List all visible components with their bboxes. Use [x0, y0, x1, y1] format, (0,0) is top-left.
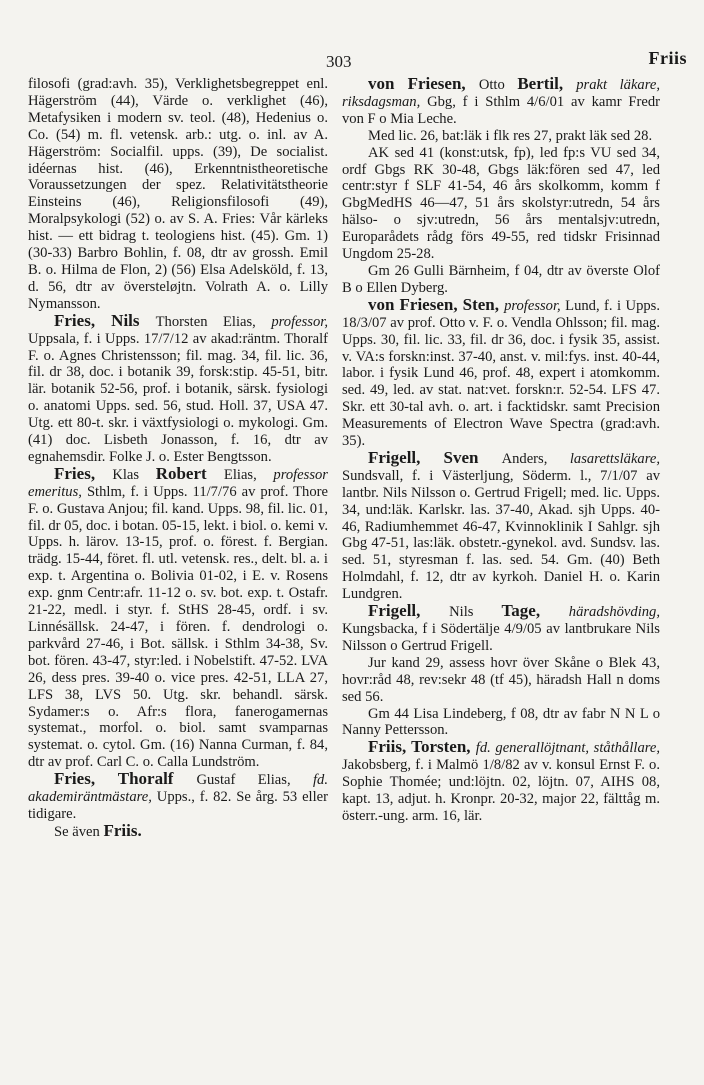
entry-title: lasarettsläkare,: [569, 450, 660, 467]
right-column: [342, 76, 660, 825]
entry-surname: Frigell,: [368, 601, 450, 621]
biography-entry: [28, 310, 328, 466]
entry-text: filosofi (grad:avh. 35), Verklighetsbegreppet enl. Hägerström (44), Värde o. verklighet (46), Metafysiken i modern sv. teol. (48), Hedenius o. Co. (54) m. fl. vetensk. arb.: utg. o. inl. av A. Hägerström: Socialfil. upps. (39), De socialist. idéernas hist. (46), Erkenntnistheoretische Voraussetzungen der spez. Relativitätstheorie Einsteins (46), Religionsfilosofi (49), Moralpsykologi (52) o. av S. A. Fries: Vår kärleks hist. — ett bidrag t. teologiens hist. (45). Gm. 1) (30-33) Barbro Bohlin, f. 08, dtr av grossh. Emil B. o. Hilma de Flon, 2) (56) Elsa Adelsköld, f. 13, d. 56, dtr av översteløjtn. Volrath A. o. Lilly Nymansson.: [28, 76, 328, 312]
entry-text: Gm 26 Gulli Bärnheim, f 04, dtr av överste Olof B o Ellen Dyberg.: [342, 262, 660, 296]
biography-entry: [342, 603, 660, 739]
running-head: Friis: [648, 48, 687, 68]
entry-text: Upps., f. 82. Se årg. 53 eller tidigare.: [28, 789, 329, 822]
biography-entry: [342, 76, 660, 297]
entry-title: professor emeritus,: [28, 466, 328, 500]
entry-paragraph: [342, 447, 660, 603]
entry-call-name: Sten,: [462, 294, 505, 314]
entry-text: Sthlm, f. i Upps. 11/7/76 av prof. Thore F. o. Gustava Anjou; fil. kand. Upps. 98, fil. lic. 01, fil. dr 05, doc. i botan. 05-15, lekt. i biol. o. kemi v. Upps. h. lärov. 13-15, prof. o. förest. f. Bergian. trädg. 15-44, föret. fl. utl. vetensk. res., delt. bl. a. i exp. t. Argentina o. Bolivia 01-02, i E. v. Rosens exp. gnm Centr:afr. 11-12 o. sv. bot. exp. t. Ostafr. 21-22, medl. i styr. f. StHS 28-45, ordf. i sv. Linnésällsk. 24-47, i fören. f. dendrologi o. parkvård 27-46, i Bot. sällsk. i Sthlm 34-38, Sv. bot. fören. 43-47, styr:led. i Nobelstift. 47-52. LVA 26, dess pres. 39-40 o. vice pres. 42-51, LLA 27, LFS 38, LVS 50. Utg. skr. behandl. särsk. Sydamer:s o. Afr:s flora, fanerogamernas systemat., morfol. o. biol. samt svamparnas systemat. o. cytol. Gm. (16) Nanna Curman, f. 84, dtr av prof. Carl C. o. Calla Lundström.: [28, 483, 329, 771]
entry-title: fd. akademiräntmästare,: [28, 772, 328, 806]
entry-paragraph: [28, 76, 328, 313]
see-also-label: Se även: [54, 823, 104, 840]
entry-call-name: Nils: [111, 310, 156, 330]
entry-paragraph: [28, 463, 329, 771]
entry-surname: Fries,: [54, 310, 112, 330]
entry-paragraph: [342, 128, 660, 145]
left-column: [28, 76, 328, 841]
entry-paragraph: [342, 655, 660, 706]
entry-paragraph: [342, 263, 660, 297]
entry-call-name: Robert: [155, 463, 224, 483]
biography-entry: [28, 820, 328, 841]
page-number: 303: [326, 52, 352, 71]
entry-title: professor,: [271, 313, 328, 330]
entry-surname: von Friesen,: [368, 74, 479, 93]
biography-entry: [28, 771, 328, 823]
biography-entry: [342, 447, 660, 603]
entry-paragraph: [342, 706, 660, 740]
entry-given-names: Otto: [478, 77, 518, 93]
entry-paragraph: [342, 76, 660, 128]
entry-paragraph: [342, 145, 660, 263]
entry-text: Jakobsberg, f. i Malmö 1/8/82 av v. konsul Ernst F. o. Sophie Thomée; und:löjtn. 02, löjtn. 07, AIHS 08, kapt. 13, adjut. h. Kronpr. 20-32, major 22, fälttåg m. österr.-ung. arm. 16, lär.: [342, 757, 660, 824]
see-also-reference: [28, 820, 328, 841]
biography-entry: [28, 76, 328, 313]
entry-paragraph: [342, 739, 660, 825]
biography-entry: [342, 294, 660, 450]
entry-text: Gm 44 Lisa Lindeberg, f 08, dtr av fabr N N L o Nanny Pettersson.: [342, 705, 660, 739]
entry-paragraph: [28, 771, 328, 823]
entry-text: Med lic. 26, bat:läk i flk res 27, prakt läk sed 28.: [368, 127, 653, 144]
entry-text: AK sed 41 (konst:utsk, fp), led fp:s VU sed 34, ordf Gbgs RK 30-48, Gbgs läk:fören sed 47, led centr:styr f SLF 41-54, 46 års skolkomm, komm f GbgMedHS 46—47, 51 års skolstyr:utredn, 54 års hälso- o sjv:utredn, 56 års mentalsjv:utredn, Europarådets rådg förs 49-55, red tidskr Frisinnad Ungdom 25-28.: [342, 144, 660, 263]
biography-entry: [28, 463, 329, 771]
entry-given-names: Elias,: [223, 466, 274, 483]
entry-call-name: Sven: [443, 447, 502, 467]
entry-text: Sundsvall, f. i Västerljung, Söderm. l., 7/1/07 av lantbr. Nils Nilsson o. Gertrud Frigell; med. lic. Upps. 34, und:läk. Karlskr. las. 37-40, Akad. sjh Upps. 40-46, Radiumhemmet 46-47, Kvinnoklinik I Sahlgr. sjh Gbg 47-51, las:läk. obstetr.-gynekol. avd. Sundsv. las. sed. 51, styresman f. las. sed. 54. Gm. (40) Beth Holmdahl, f. 12, dtr av kyrkoh. Daniel H. o. Karin Lundgren.: [342, 467, 660, 603]
entry-text: Lund, f. i Upps. 18/3/07 av prof. Otto v. F. o. Vendla Ohlsson; fil. mag. Upps. 30, fil. lic. 33, fil. dr 36, doc. i fysik 35, assist. v. VA:s forskn:inst. 37-40, anst. v. mil:fys. inst. 40-44, labor. i fysik Lund 46, prof. 48, expert i atomkomm. sed. 49, led. av stat. nat:vet. forskn:r. 52-54. LFS 47. Skr. ett 30-tal avh. o. art. i facktidskr. samt Precision Measurements of Electron Wave Spectra (grad:avh. 35).: [342, 297, 660, 450]
entry-surname: Friis,: [368, 737, 412, 757]
entry-text: Kungsbacka, f i Södertälje 4/9/05 av lantbrukare Nils Nilsson o Gertrud Frigell.: [342, 621, 660, 654]
entry-title: häradshövding,: [568, 604, 660, 621]
entry-text: Gbg, f i Sthlm 4/6/01 av kamr Fredr von F o Mia Leche.: [342, 93, 661, 127]
entry-given-names: Nils: [449, 604, 502, 621]
entry-call-name: Torsten,: [411, 737, 476, 757]
entry-title: fd. generallöjtnant, ståthållare,: [475, 740, 661, 757]
biography-entry: [342, 739, 660, 825]
entry-call-name: Tage,: [501, 601, 569, 621]
entry-paragraph: [28, 310, 328, 466]
entry-given-names: Klas: [112, 466, 156, 483]
entry-title: prakt läkare, riksdagsman,: [342, 77, 660, 110]
entry-paragraph: [342, 603, 660, 655]
entry-text: Jur kand 29, assess hovr över Skåne o Blek 43, hovr:råd 48, rev:sekr 48 (tf 45), häradsh Hall n doms sed 56.: [342, 654, 660, 705]
entry-surname: Fries,: [54, 769, 118, 789]
entry-surname: Fries,: [54, 463, 113, 483]
entry-title: professor,: [504, 297, 566, 314]
entry-call-name: Bertil,: [517, 74, 577, 93]
entry-call-name: Thoralf: [117, 769, 197, 789]
entry-surname: Frigell,: [368, 447, 444, 467]
entry-given-names: Anders,: [501, 450, 570, 467]
entry-text: Uppsala, f. i Upps. 17/7/12 av akad:räntm. Thoralf F. o. Agnes Christensson; fil. mag. 34, fil. lic. 36, fil. dr 38, doc. i botanik 39, forsk:stip. 45-51, bitr. lär. botanik 52-56, prof. i botanik, särsk. fysiologi o. anatomi Upps. sed. 56, stud. Holl. 37, USA 47. Utg. ett 80-t. skr. i växtfysiologi o. mykologi. Gm. (41) doc. Lisbeth Jonasson, f. 16, dtr av egnahemsdir. Folke J. o. Ester Bengtsson.: [28, 330, 328, 465]
entry-given-names: Thorsten Elias,: [155, 313, 272, 330]
entry-surname: von Friesen,: [368, 294, 463, 314]
entry-paragraph: [342, 294, 660, 450]
see-also-name: Friis.: [103, 820, 142, 840]
entry-given-names: Gustaf Elias,: [196, 772, 313, 789]
